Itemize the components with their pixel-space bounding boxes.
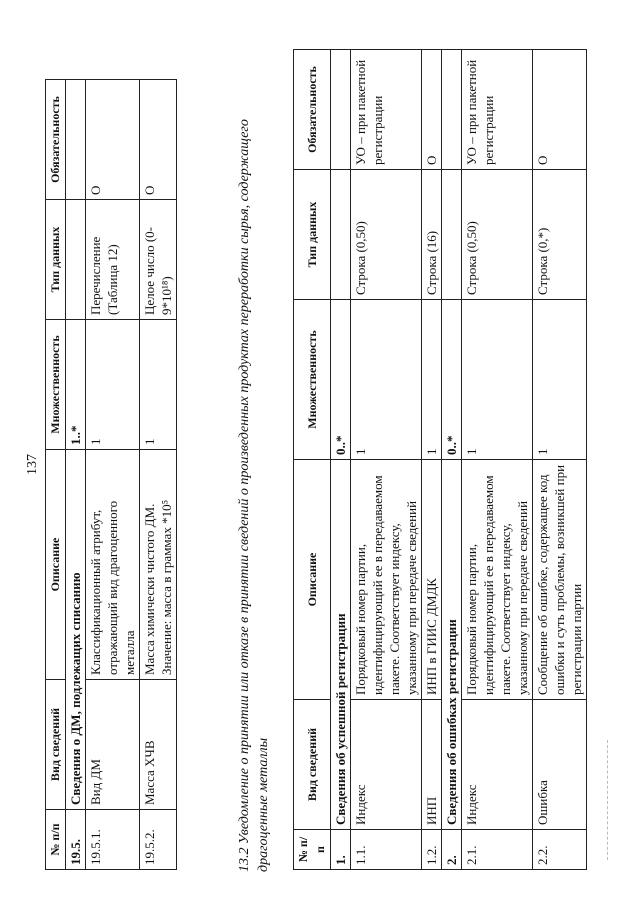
col-header-description: Описание xyxy=(46,450,66,680)
cell-kind: Индекс xyxy=(462,700,533,830)
table-row xyxy=(351,50,422,870)
col-header-obligation: Обязательность xyxy=(294,50,331,170)
cell-obligation: О xyxy=(140,80,177,200)
table-section-row xyxy=(442,50,462,870)
table-row xyxy=(422,50,442,870)
cell-obligation: УО – при пакетной регистрации xyxy=(462,50,533,170)
cell-kind: Индекс xyxy=(351,700,422,830)
cell-description: Порядковый номер партии, идентифицирующий ее в передаваемом пакете. Соответствует индексу, указанному при передаче сведений xyxy=(462,460,533,700)
col-header-num: № п/п xyxy=(46,810,66,870)
cell-num: 2. xyxy=(442,830,462,870)
col-header-obligation: Обязательность xyxy=(46,80,66,200)
cell-description: Классификационный атрибут, отражающий вид драгоценного металла xyxy=(86,450,140,680)
col-header-num: № п/п xyxy=(294,830,331,870)
section-heading: 13.2 Уведомление о принятии или отказе в принятии сведений о произведенных продуктах переработки сырья, содержащего драгоценные металлы xyxy=(237,119,271,872)
table-header-row xyxy=(294,50,331,870)
cell-data-type: Строка (0,*) xyxy=(533,170,587,300)
cell-obligation: О xyxy=(86,80,140,200)
cell-data-type xyxy=(442,170,462,300)
col-header-kind: Вид сведений xyxy=(46,680,66,810)
col-header-kind: Вид сведений xyxy=(294,700,331,830)
col-header-multiplicity: Множественность xyxy=(294,300,331,460)
table-row xyxy=(533,50,587,870)
cell-description: Масса химически чистого ДМ. Значение: масса в граммах *10⁵ xyxy=(140,450,177,680)
cell-obligation: УО – при пакетной регистрации xyxy=(351,50,422,170)
cell-section-title: Сведения о ДМ, подлежащих списанию xyxy=(66,450,86,810)
cell-obligation xyxy=(331,50,351,170)
table-section-row xyxy=(331,50,351,870)
cell-data-type: Строка (0,50) xyxy=(351,170,422,300)
cell-data-type: Перечисление (Таблица 12) xyxy=(86,200,140,320)
cell-multiplicity: 1 xyxy=(140,320,177,450)
cell-multiplicity: 1 xyxy=(86,320,140,450)
cell-num: 19.5. xyxy=(66,810,86,870)
cell-data-type: Строка (0,50) xyxy=(462,170,533,300)
cell-obligation: О xyxy=(533,50,587,170)
cell-kind: Вид ДМ xyxy=(86,680,140,810)
scan-edge-mark xyxy=(607,740,608,860)
cell-kind: ИНП xyxy=(422,700,442,830)
cell-section-title: Сведения об ошибках регистрации xyxy=(442,460,462,830)
attributes-table-written-off xyxy=(45,79,177,870)
cell-section-title: Сведения об успешной регистрации xyxy=(331,460,351,830)
cell-data-type xyxy=(66,200,86,320)
cell-multiplicity: 1 xyxy=(422,300,442,460)
rotated-page xyxy=(25,40,615,880)
cell-num: 2.1. xyxy=(462,830,533,870)
cell-obligation: О xyxy=(422,50,442,170)
cell-num: 1. xyxy=(331,830,351,870)
cell-multiplicity: 1 xyxy=(351,300,422,460)
page-number: 137 xyxy=(25,454,40,475)
cell-data-type: Строка (16) xyxy=(422,170,442,300)
cell-num: 2.2. xyxy=(533,830,587,870)
cell-obligation xyxy=(66,80,86,200)
cell-multiplicity: 0..* xyxy=(331,300,351,460)
table-row xyxy=(140,80,177,870)
col-header-data-type: Тип данных xyxy=(294,170,331,300)
cell-kind: Масса ХЧВ xyxy=(140,680,177,810)
cell-description: ИНП в ГИИС ДМДК xyxy=(422,460,442,700)
cell-num: 19.5.2. xyxy=(140,810,177,870)
cell-multiplicity: 1 xyxy=(533,300,587,460)
cell-num: 1.1. xyxy=(351,830,422,870)
attributes-table-registration-notice xyxy=(293,49,587,870)
cell-description: Порядковый номер партии, идентифицирующий ее в передаваемом пакете. Соответствует индексу, указанному при передаче сведений xyxy=(351,460,422,700)
cell-num: 19.5.1. xyxy=(86,810,140,870)
col-header-description: Описание xyxy=(294,460,331,700)
cell-data-type: Целое число (0-9*10¹⁸) xyxy=(140,200,177,320)
table-header-row xyxy=(46,80,66,870)
table-row xyxy=(86,80,140,870)
table-section-row xyxy=(66,80,86,870)
table-row xyxy=(462,50,533,870)
cell-kind: Ошибка xyxy=(533,700,587,830)
cell-multiplicity: 1..* xyxy=(66,320,86,450)
cell-num: 1.2. xyxy=(422,830,442,870)
cell-description: Сообщение об ошибке, содержащее код ошибки и суть проблемы, возникшей при регистрации партии xyxy=(533,460,587,700)
cell-data-type xyxy=(331,170,351,300)
col-header-multiplicity: Множественность xyxy=(46,320,66,450)
cell-multiplicity: 0..* xyxy=(442,300,462,460)
cell-obligation xyxy=(442,50,462,170)
cell-multiplicity: 1 xyxy=(462,300,533,460)
col-header-data-type: Тип данных xyxy=(46,200,66,320)
